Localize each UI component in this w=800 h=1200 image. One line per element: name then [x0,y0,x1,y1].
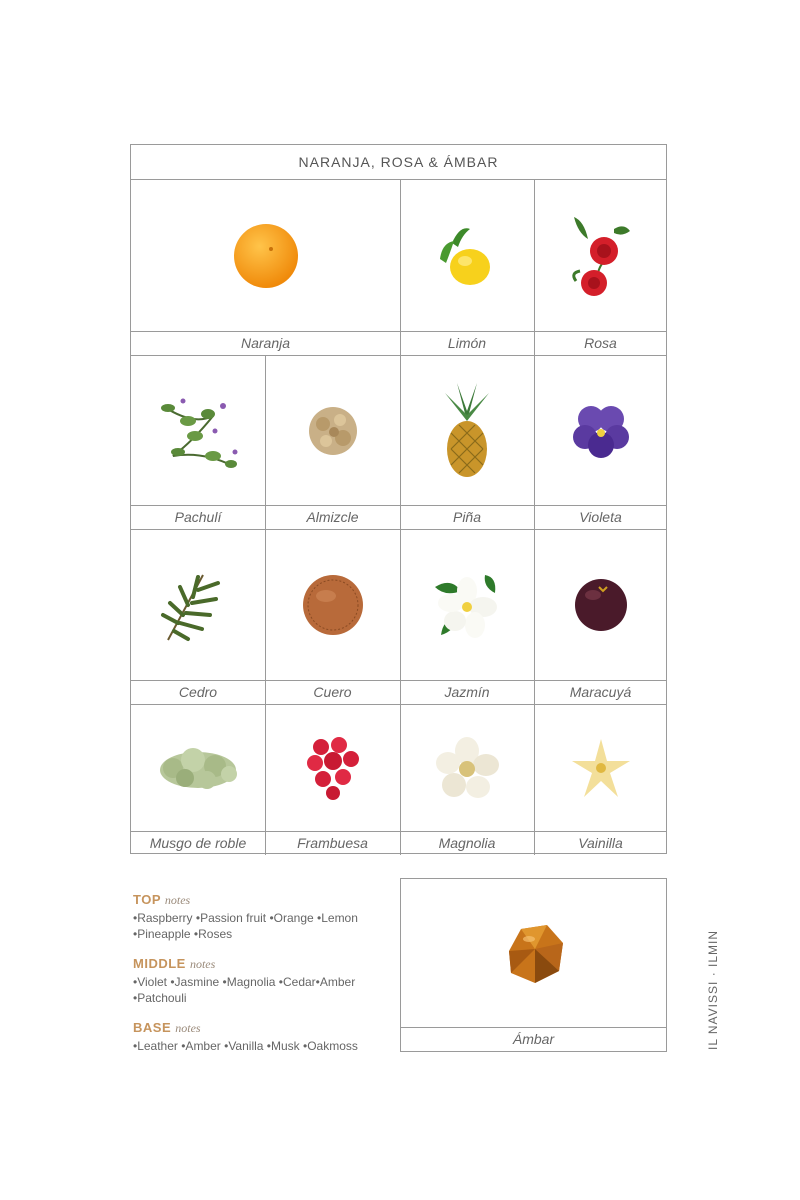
raspberry-icon [303,735,363,801]
rose-icon [566,211,636,301]
cell-rosa [534,180,667,355]
cell-almizcle [265,355,400,529]
label-maracuya: Maracuyá [534,680,667,704]
jasmine-icon [431,569,503,641]
label-magnolia: Magnolia [400,831,534,855]
vanilla-flower-icon [570,737,632,799]
label-pachuli: Pachulí [131,505,265,529]
cell-pina [400,355,534,529]
label-pina: Piña [400,505,534,529]
label-rosa: Rosa [534,331,667,355]
label-almizcle: Almizcle [265,505,400,529]
top-notes-sub: notes [164,893,191,907]
middle-notes [133,956,398,1006]
cell-frambuesa [265,704,400,855]
orange-icon [231,221,301,291]
label-limon: Limón [400,331,534,355]
notes-section [133,892,398,1068]
cedar-icon [158,565,238,645]
lemon-icon [432,221,502,291]
base-notes [133,1020,398,1054]
cell-ambar [400,878,667,1052]
label-cuero: Cuero [265,680,400,704]
label-musgo: Musgo de roble [131,831,265,855]
cell-pachuli [131,355,265,529]
label-ambar: Ámbar [401,1027,666,1051]
cell-cuero [265,529,400,704]
middle-notes-heading: MIDDLE [133,956,186,971]
cell-naranja [131,180,400,355]
cell-cedro [131,529,265,704]
label-frambuesa: Frambuesa [265,831,400,855]
cell-maracuya [534,529,667,704]
middle-notes-line2: •Patchouli [133,991,187,1005]
label-cedro: Cedro [131,680,265,704]
patchouli-icon [153,386,243,476]
top-notes-heading: TOP [133,892,161,907]
base-notes-heading: BASE [133,1020,172,1035]
cell-violeta [534,355,667,529]
label-jazmin: Jazmín [400,680,534,704]
cell-vainilla [534,704,667,855]
base-notes-sub: notes [175,1021,201,1035]
passion-fruit-icon [571,575,631,635]
ingredients-grid [130,144,667,854]
oakmoss-icon [153,738,243,798]
cell-jazmin [400,529,534,704]
amber-icon [499,921,569,987]
base-notes-line1: •Leather •Amber •Vanilla •Musk •Oakmoss [133,1039,358,1053]
label-vainilla: Vainilla [534,831,667,855]
label-naranja: Naranja [131,331,400,355]
middle-notes-line1: •Violet •Jasmine •Magnolia •Cedar•Amber [133,975,356,989]
top-notes-line1: •Raspberry •Passion fruit •Orange •Lemon [133,911,358,925]
cell-magnolia [400,704,534,855]
label-violeta: Violeta [534,505,667,529]
cell-limon [400,180,534,355]
pineapple-icon [437,381,497,481]
page-title: NARANJA, ROSA & ÁMBAR [131,145,666,180]
middle-notes-sub: notes [189,957,216,971]
musk-icon [298,396,368,466]
violet-flower-icon [571,401,631,461]
magnolia-icon [434,735,500,801]
leather-icon [300,572,366,638]
top-notes [133,892,398,942]
cell-musgo [131,704,265,855]
top-notes-line2: •Pineapple •Roses [133,927,233,941]
side-brand-text: IL NAVISSI · ILMIN [706,929,720,1050]
